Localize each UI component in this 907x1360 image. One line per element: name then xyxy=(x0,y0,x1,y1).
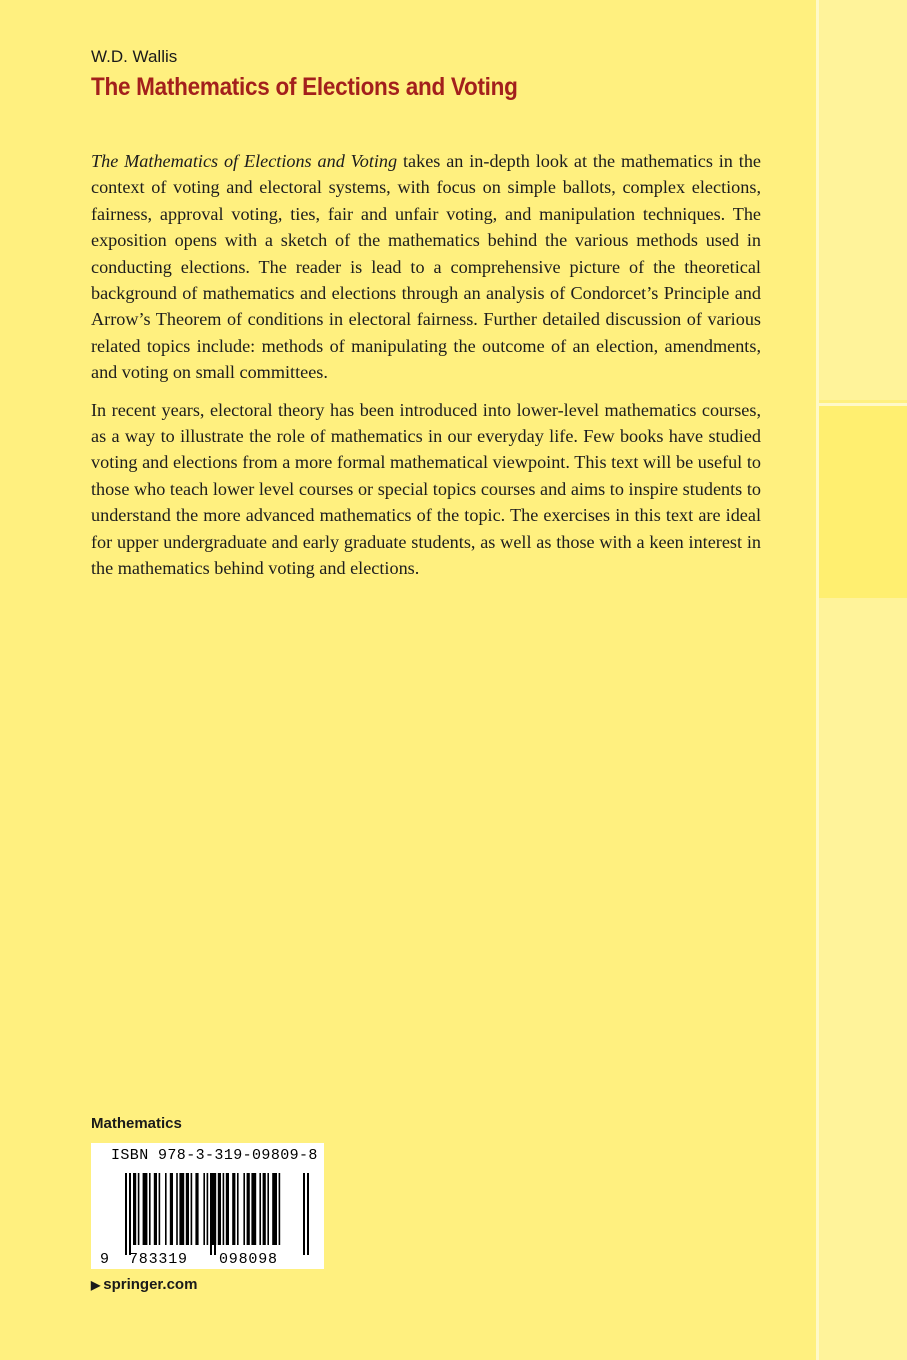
barcode-digit-lead: 9 xyxy=(100,1251,110,1268)
spine xyxy=(816,0,907,1360)
inline-book-title: The Mathematics of Elections and Voting xyxy=(91,151,398,171)
spine-band-middle xyxy=(819,403,907,601)
barcode-bar xyxy=(186,1173,189,1245)
barcode-bar xyxy=(191,1173,193,1245)
barcode-bar xyxy=(237,1173,239,1245)
barcode-bar xyxy=(223,1173,225,1245)
barcode-bar xyxy=(259,1173,261,1245)
barcode-bar xyxy=(203,1173,205,1245)
barcode-bar xyxy=(267,1173,269,1245)
barcode-digits-right: 098098 xyxy=(219,1251,278,1268)
barcode-bar xyxy=(159,1173,161,1245)
barcode-digits-left: 783319 xyxy=(129,1251,188,1268)
description xyxy=(91,148,761,593)
barcode-guard-bar xyxy=(214,1173,216,1255)
barcode-bar xyxy=(165,1173,167,1245)
author-name: W.D. Wallis xyxy=(91,47,178,66)
barcode-bar xyxy=(247,1173,250,1245)
barcode-bar xyxy=(226,1173,229,1245)
arrow-right-icon: ▶ xyxy=(91,1278,101,1292)
barcode-bar xyxy=(207,1173,209,1245)
barcode-bar xyxy=(154,1173,157,1245)
barcode-bar xyxy=(279,1173,281,1245)
barcode-bar xyxy=(143,1173,148,1245)
isbn-barcode xyxy=(91,1143,324,1269)
barcode-bar xyxy=(251,1173,256,1245)
spine-band-bottom xyxy=(819,598,907,1360)
barcode-bar xyxy=(179,1173,184,1245)
barcode-guard-bar xyxy=(210,1173,212,1255)
barcode-bars xyxy=(91,1143,324,1269)
book-title: The Mathematics of Elections and Voting xyxy=(91,73,518,101)
spine-band-top xyxy=(819,0,907,400)
barcode-bar xyxy=(243,1173,245,1245)
barcode-bar xyxy=(138,1173,140,1245)
description-paragraph-2: In recent years, electoral theory has been introduced into lower-level mathematics courses, as a way to illustrate the role of mathematics in our everyday life. Few books have studied voting and elections from a more formal mathematical viewpoint. This text will be useful to those who teach lower level courses or special topics courses and aims to inspire students to understand the more advanced mathematics of the topic. The exercises in this text are ideal for upper undergraduate and early graduate students, as well as those with a keen interest in the mathematics behind voting and elections. xyxy=(91,399,761,579)
barcode-guard-bar xyxy=(125,1173,127,1255)
subject-category: Mathematics xyxy=(91,1115,182,1132)
isbn-label: ISBN 978-3-319-09809-8 xyxy=(111,1147,318,1164)
barcode-bar xyxy=(133,1173,136,1245)
barcode-guard-bar xyxy=(303,1173,305,1255)
barcode-bar xyxy=(195,1173,198,1245)
barcode-bar xyxy=(176,1173,178,1245)
barcode-bar xyxy=(232,1173,235,1245)
paragraph-1-text: takes an in-depth look at the mathematics in the context of voting and electoral systems, with focus on simple ballots, complex elections, fairness, approval voting, ties, fair and unfair voting, and manipulation techniques. The exposition opens with a sketch of the mathematics behind the various methods used in conducting elections. The reader is lead to a comprehensive picture of the theoretical background of mathematics and elections through an analysis of Condorcet’s Principle and Arrow’s Theorem of conditions in electoral fairness. Further detailed discussion of various related topics include: methods of manipulating the outcome of an election, amendments, and voting on small committees. xyxy=(91,151,761,383)
barcode-bar xyxy=(149,1173,151,1245)
barcode-guard-bar xyxy=(307,1173,309,1255)
barcode-bar xyxy=(218,1173,221,1245)
description-paragraph-1 xyxy=(91,148,761,386)
barcode-bar xyxy=(170,1173,173,1245)
barcode-guard-bar xyxy=(129,1173,131,1255)
barcode-bar xyxy=(263,1173,266,1245)
publisher-link-text: springer.com xyxy=(103,1276,198,1293)
publisher-link[interactable] xyxy=(91,1276,197,1293)
barcode-bar xyxy=(272,1173,277,1245)
